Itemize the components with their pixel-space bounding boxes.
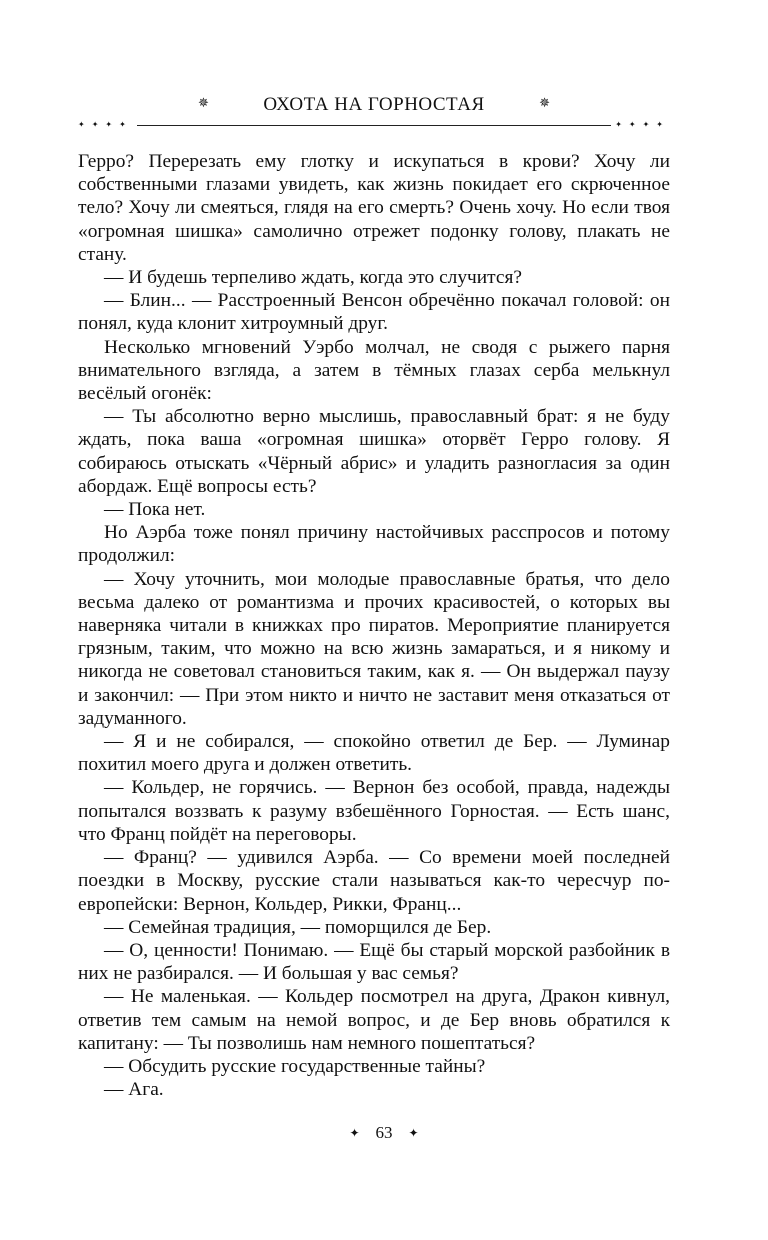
paragraph: — Франц? — удивился Аэрба. — Со времени моей последней поездки в Москву, русские стали называться как-то чересчур по-европейски: Вернон, Кольдер, Рикки, Франц... [78, 847, 670, 915]
paragraph: — Кольдер, не горячись. — Вернон без особой, правда, надежды попытался воззвать к разуму взбешённого Горностая. — Есть шанс, что Франц пойдёт на переговоры. [78, 777, 670, 845]
page-number: 63 [375, 1123, 393, 1142]
paragraph: — Пока нет. [104, 499, 206, 521]
paragraph: — Ага. [104, 1079, 164, 1101]
paragraph: — Семейная традиция, — поморщился де Бер. [104, 916, 492, 938]
paragraph: Но Аэрба тоже понял причину настойчивых расспросов и потому продолжил: [78, 522, 670, 567]
paragraph: — О, ценности! Понимаю. — Ещё бы старый морской разбойник в них не разбирался. — И большая у вас семья? [78, 939, 670, 985]
paragraph: — Не маленькая. — Кольдер посмотрел на друга, Дракон кивнул, ответив тем самым на немой вопрос, и де Бер вновь обратился к капитану: — Ты позволишь нам немного пошептаться? [78, 986, 670, 1054]
star-ornament-icon: ✵ [539, 95, 550, 110]
paragraph: — Хочу уточнить, мои молодые православные братья, что дело весьма далеко от романтизма и прочих красивостей, о которых вы наверняка читали в книжках про пиратов. Мероприятие планируется грязным, таким, что можно на всю жизнь замараться, и я никому и никогда не советовал становиться таким, как я. — Он выдержал паузу и закончил: — При этом никто и ничто не заставит меня отказаться от задуманного. [78, 568, 670, 729]
page-footer [0, 1123, 768, 1143]
paragraph: — Я и не собирался, — спокойно ответил де Бер. — Луминар похитил моего друга и должен ответить. [78, 731, 670, 776]
running-head-title: ОХОТА НА ГОРНОСТАЯ [263, 94, 485, 115]
paragraph: — Обсудить русские государственные тайны? [104, 1055, 486, 1077]
diamond-ornament-icon: ✦ [408, 1126, 419, 1140]
paragraph: — Блин... — Расстроенный Венсон обречённо покачал головой: он понял, куда клонит хитроумный друг. [78, 290, 670, 335]
star-ornament-icon: ✵ [198, 95, 209, 110]
header-rule [78, 125, 670, 126]
diamond-ornament-icon: ✦✦✦✦ [611, 118, 670, 132]
diamond-ornament-icon: ✦ [349, 1126, 360, 1140]
diamond-ornament-icon: ✦✦✦✦ [78, 118, 137, 132]
paragraph: Несколько мгновений Уэрбо молчал, не сводя с рыжего парня внимательного взгляда, а затем в тёмных глазах серба мелькнул весёлый огонёк: [78, 336, 670, 405]
running-head [78, 94, 670, 134]
body-text [78, 150, 670, 1101]
paragraph: — И будешь терпеливо ждать, когда это случится? [104, 267, 523, 289]
paragraph: — Ты абсолютно верно мыслишь, православный брат: я не буду ждать, пока ваша «огромная шишка» оторвёт Герро голову. Я собираюсь отыскать «Чёрный абрис» и уладить разногласия за один абордаж. Ещё вопросы есть? [78, 406, 670, 497]
paragraph: Герро? Перерезать ему глотку и искупаться в крови? Хочу ли собственными глазами увидеть, как жизнь покидает его скрюченное тело? Хочу ли смеяться, глядя на его смерть? Очень хочу. Но если твоя «огромная шишка» самолично отрежет подонку голову, плакать не стану. [78, 151, 670, 265]
